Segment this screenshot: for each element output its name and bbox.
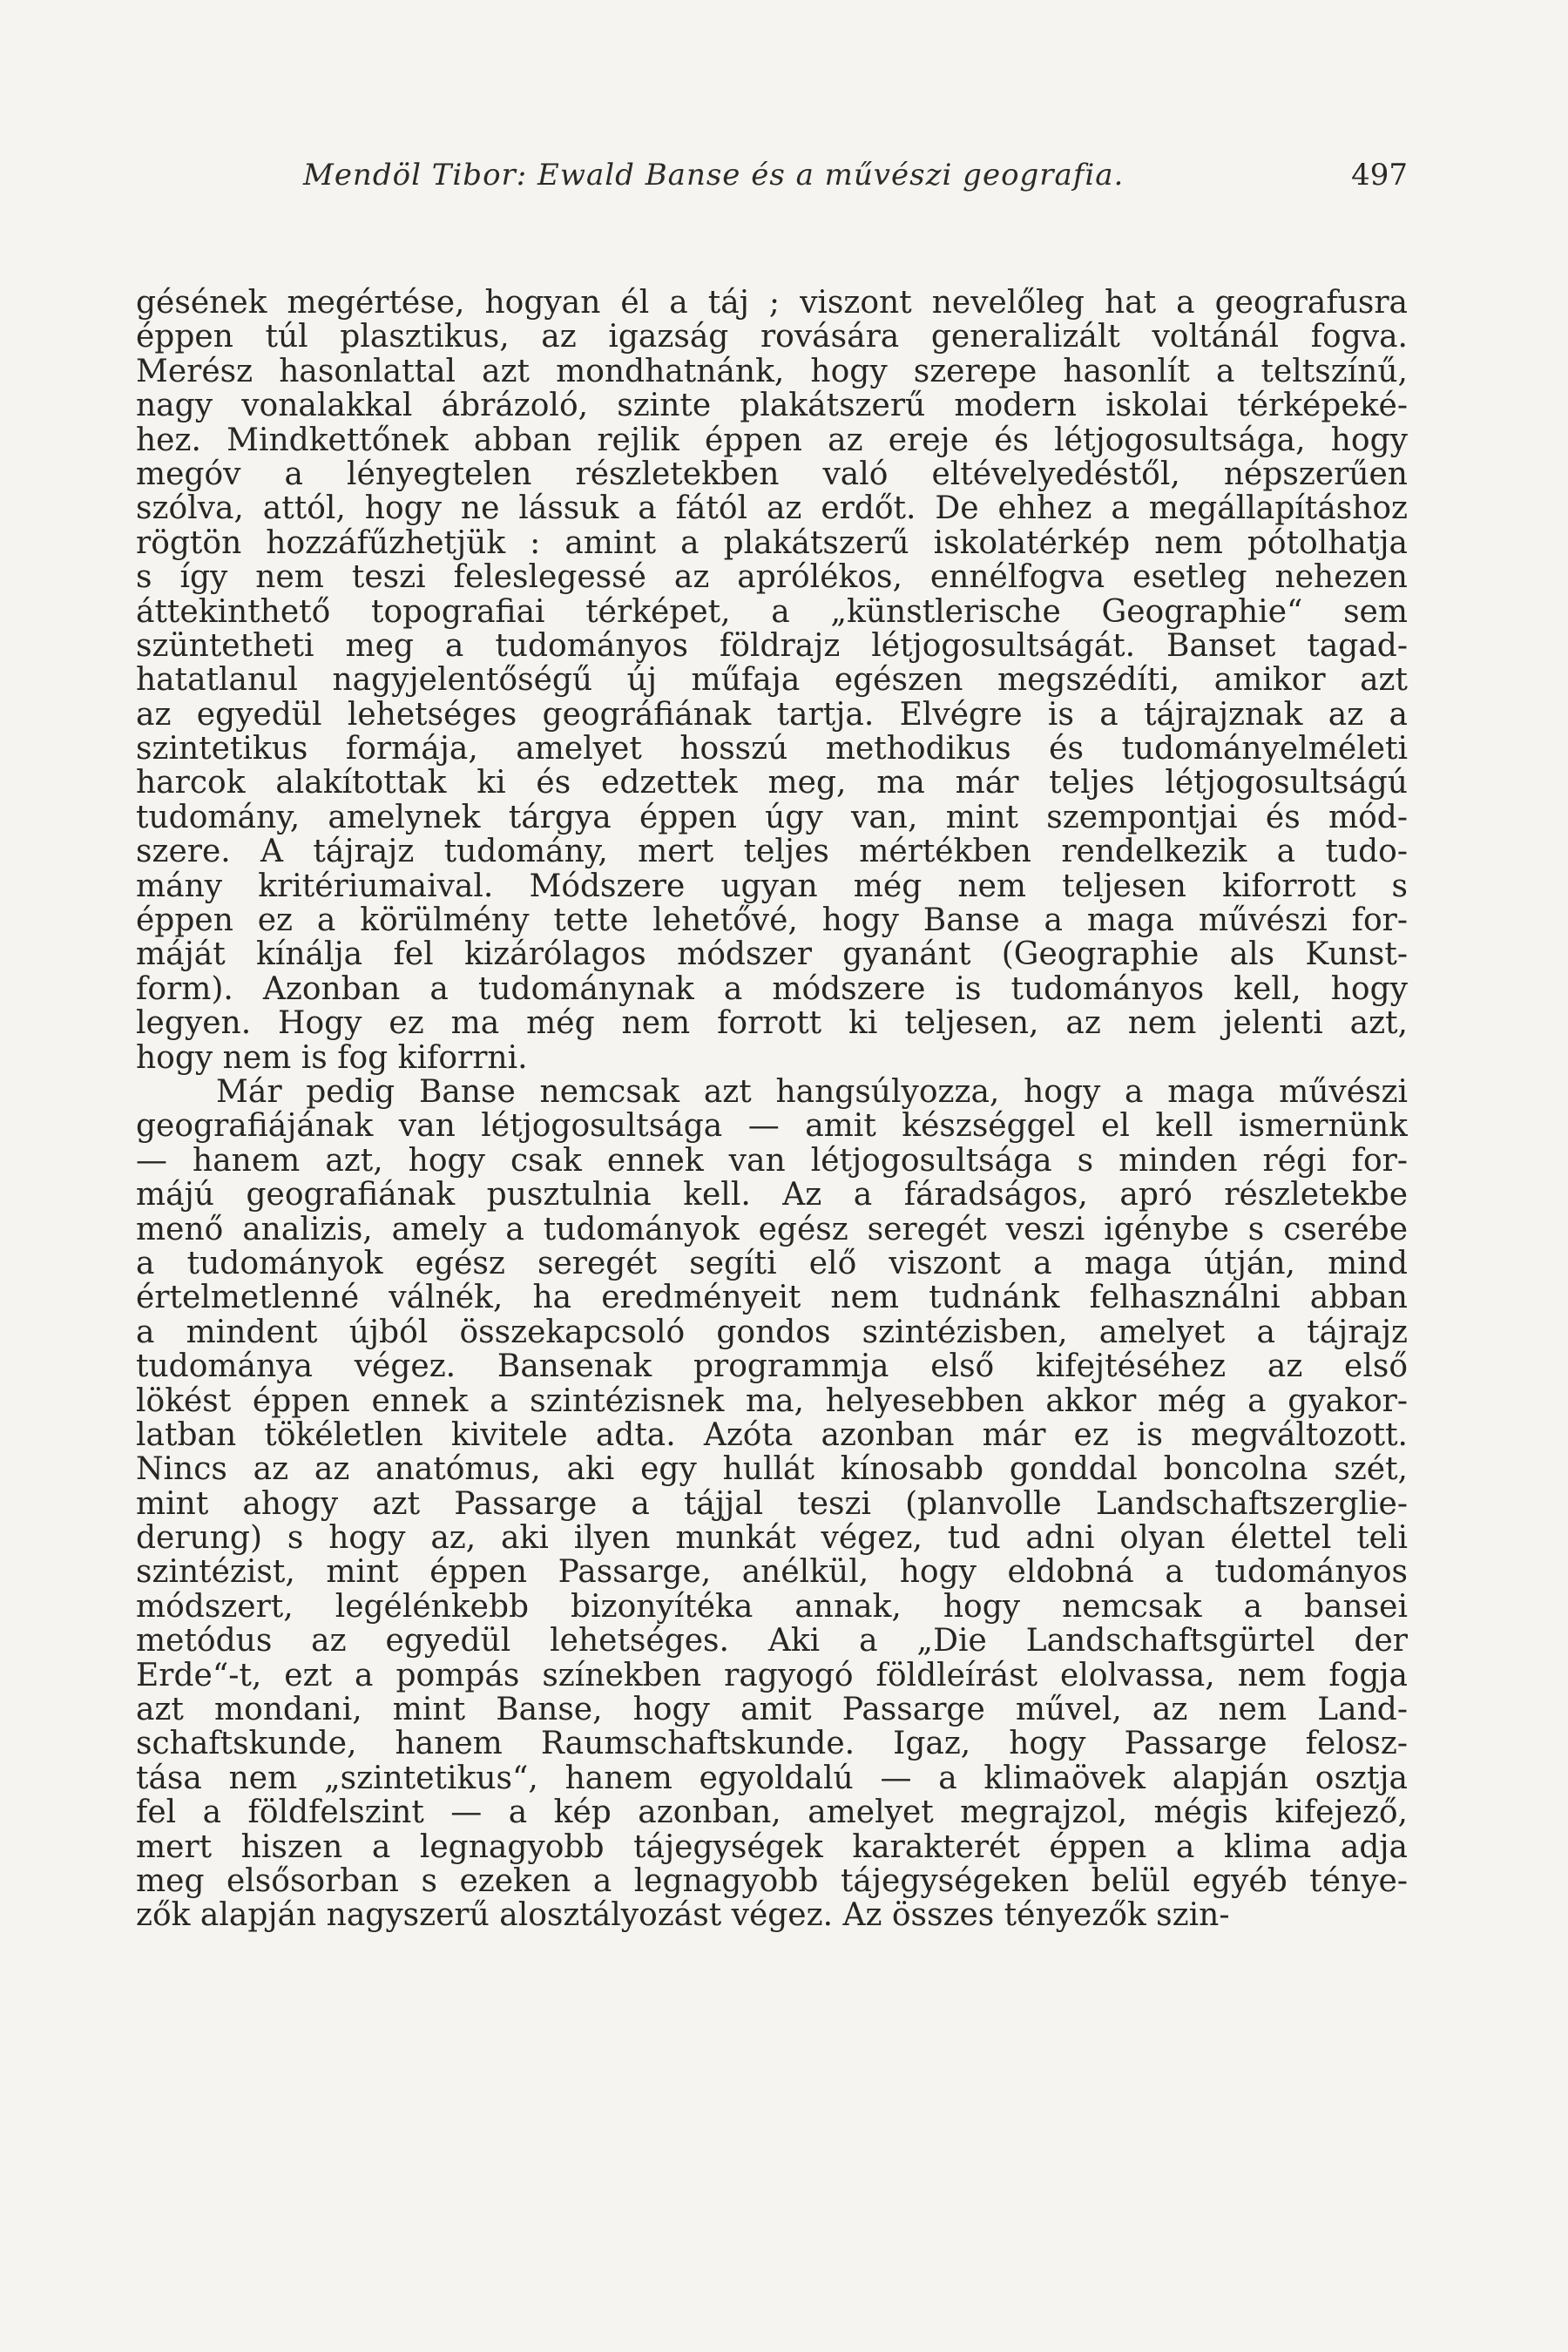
text-line: szüntetheti meg a tudományos földrajz létjogosultságát. Banset tagad- <box>136 628 1408 664</box>
text-line: tása nem „szintetikus“, hanem egyoldalú — a klimaövek alapján osztja <box>136 1761 1408 1796</box>
text-line: latban tökéletlen kivitele adta. Azóta azonban már ez is megváltozott. <box>136 1417 1408 1453</box>
text-line: metódus az egyedül lehetséges. Aki a „Die Landschaftsgürtel der <box>136 1624 1408 1659</box>
text-line: mert hiszen a legnagyobb tájegységek karakterét éppen a klima adja <box>136 1829 1408 1864</box>
text-line: azt mondani, mint Banse, hogy amit Passarge művel, az nem Land- <box>136 1693 1408 1727</box>
text-line: szólva, attól, hogy ne lássuk a fától az erdőt. De ehhez a megállapításhoz <box>136 491 1408 526</box>
text-line: hogy nem is fog kiforrni. <box>136 1040 528 1075</box>
text-line: fel a földfelszint — a kép azonban, amelyet megrajzol, mégis kifejező, <box>136 1795 1408 1830</box>
text-line: Merész hasonlattal azt mondhatnánk, hogy szerepe hasonlít a teltszínű, <box>136 354 1408 389</box>
page-number: 497 <box>1351 158 1408 193</box>
text-line: a mindent újból összekapcsoló gondos szintézisben, amelyet a tájrajz <box>136 1315 1408 1350</box>
text-line: májú geografiának pusztulnia kell. Az a fáradságos, apró részletekbe <box>136 1178 1408 1213</box>
text-line: harcok alakítottak ki és edzettek meg, ma már teljes létjogosultságú <box>136 766 1408 801</box>
text-line: Már pedig Banse nemcsak azt hangsúlyozza, hogy a maga művészi <box>216 1074 1408 1110</box>
text-line: nagy vonalakkal ábrázoló, szinte plakátszerű modern iskolai térképeké- <box>136 389 1408 423</box>
text-line: tudománya végez. Bansenak programmja első kifejtéséhez az első <box>136 1349 1408 1384</box>
text-line: a tudományok egész seregét segíti elő viszont a maga útján, mind <box>136 1246 1408 1281</box>
text-line: legyen. Hogy ez ma még nem forrott ki teljesen, az nem jelenti azt, <box>136 1006 1408 1041</box>
text-line: menő analizis, amely a tudományok egész seregét veszi igénybe s cserébe <box>136 1212 1408 1247</box>
text-line: mint ahogy azt Passarge a tájjal teszi (planvolle Landschaftszerglie- <box>136 1486 1408 1522</box>
text-line: zők alapján nagyszerű alosztályozást végez. Az összes tényezők szin- <box>136 1898 1230 1933</box>
text-line: Erde“-t, ezt a pompás színekben ragyogó földleírást elolvassa, nem fogja <box>136 1658 1408 1693</box>
text-line: form). Azonban a tudománynak a módszere is tudományos kell, hogy <box>136 971 1408 1007</box>
text-line: éppen túl plasztikus, az igazság rovására generalizált voltánál fogva. <box>136 320 1408 355</box>
text-line: szere. A tájrajz tudomány, mert teljes mértékben rendelkezik a tudo- <box>136 835 1408 869</box>
text-line: hatatlanul nagyjelentőségű új műfaja egészen megszédíti, amikor azt <box>136 663 1408 698</box>
text-line: megóv a lényegtelen részletekben való eltévelyedéstől, népszerűen <box>136 456 1408 492</box>
running-header <box>136 158 1408 210</box>
text-line: máját kínálja fel kizárólagos módszer gyanánt (Geographie als Kunst- <box>136 937 1408 972</box>
text-line: s így nem teszi feleslegessé az aprólékos, ennélfogva esetleg nehezen <box>136 560 1408 595</box>
text-line: derung) s hogy az, aki ilyen munkát végez, tud adni olyan élettel teli <box>136 1521 1408 1556</box>
body-text <box>136 286 1408 1933</box>
text-line: az egyedül lehetséges geográfiának tartja. Elvégre is a tájrajznak az a <box>136 697 1408 733</box>
text-line: éppen ez a körülmény tette lehetővé, hogy Banse a maga művészi for- <box>136 903 1408 938</box>
text-line: szintetikus formája, amelyet hosszú methodikus és tudományelméleti <box>136 732 1408 767</box>
text-line: szintézist, mint éppen Passarge, anélkül, hogy eldobná a tudományos <box>136 1555 1408 1590</box>
text-line: tudomány, amelynek tárgya éppen úgy van, mint szempontjai és mód- <box>136 800 1408 835</box>
running-title: Mendöl Tibor: Ewald Banse és a művészi geografia. <box>303 158 1125 193</box>
text-line: rögtön hozzáfűzhetjük : amint a plakátszerű iskolatérkép nem pótolhatja <box>136 525 1408 561</box>
text-line: áttekinthető topografiai térképet, a „künstlerische Geographie“ sem <box>136 594 1408 629</box>
text-line: lökést éppen ennek a szintézisnek ma, helyesebben akkor még a gyakor- <box>136 1383 1408 1418</box>
text-line: meg elsősorban s ezeken a legnagyobb tájegységeken belül egyéb ténye- <box>136 1863 1408 1899</box>
text-line: értelmetlenné válnék, ha eredményeit nem tudnánk felhasználni abban <box>136 1281 1408 1315</box>
text-line: hez. Mindkettőnek abban rejlik éppen az ereje és létjogosultsága, hogy <box>136 422 1408 457</box>
text-line: geografiájának van létjogosultsága — amit készséggel el kell ismernünk <box>136 1109 1408 1144</box>
text-line: — hanem azt, hogy csak ennek van létjogosultsága s minden régi for- <box>136 1143 1408 1179</box>
text-line: módszert, legélénkebb bizonyítéka annak, hogy nemcsak a bansei <box>136 1589 1408 1625</box>
text-line: gésének megértése, hogyan él a táj ; viszont nevelőleg hat a geografusra <box>136 286 1408 321</box>
text-line: schaftskunde, hanem Raumschaftskunde. Igaz, hogy Passarge felosz- <box>136 1727 1408 1761</box>
text-line: Nincs az az anatómus, aki egy hullát kínosabb gonddal boncolna szét, <box>136 1452 1408 1487</box>
text-line: mány kritériumaival. Módszere ugyan még nem teljesen kiforrott s <box>136 868 1408 904</box>
